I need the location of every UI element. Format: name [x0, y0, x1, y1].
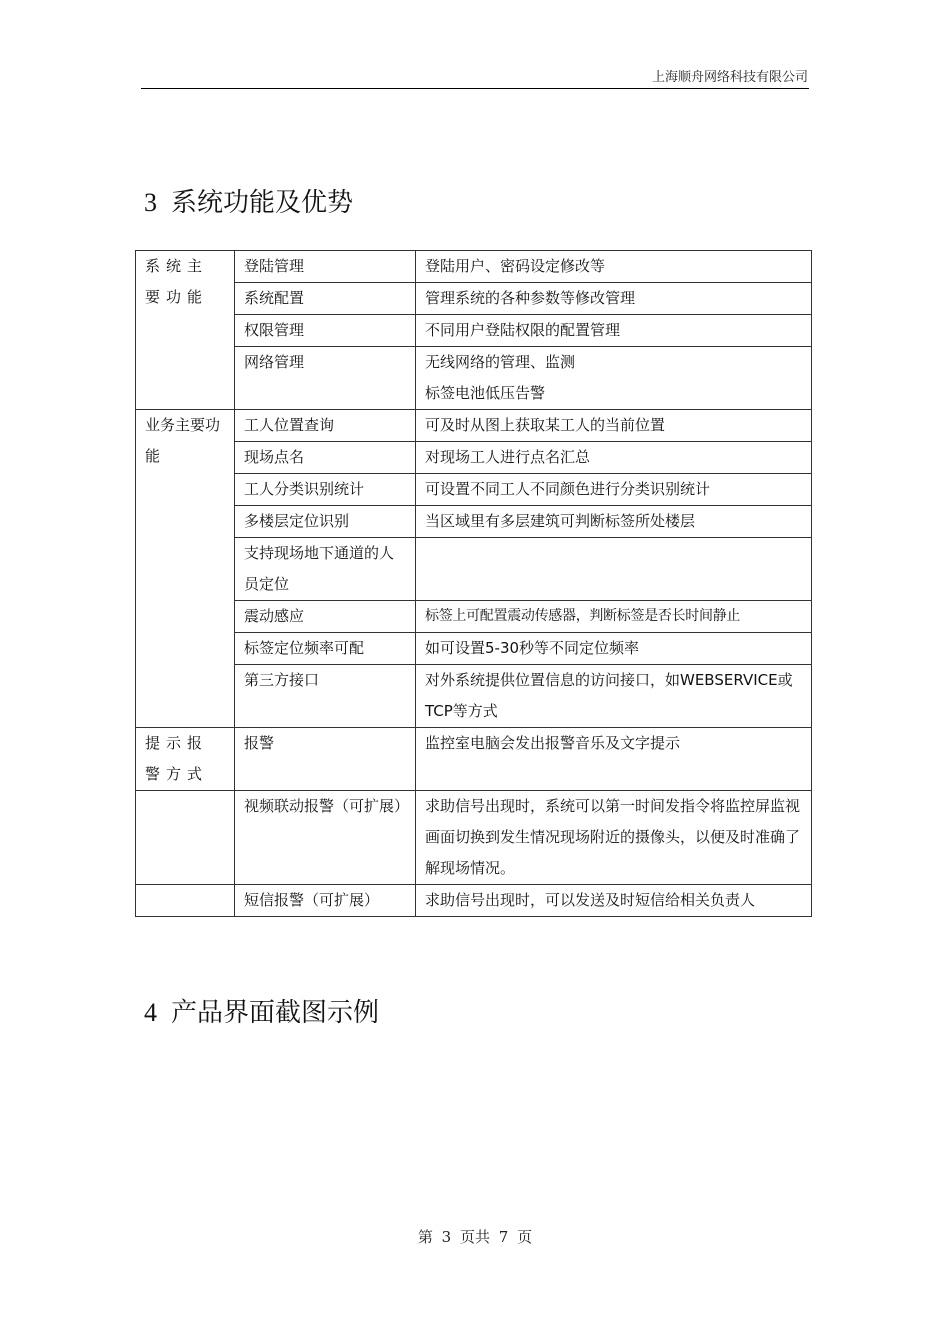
section-4-title: 产品界面截图示例: [171, 998, 380, 1028]
description-cell: [416, 538, 812, 601]
section-4-number: 4: [144, 998, 157, 1027]
feature-cell: 第三方接口: [235, 665, 416, 728]
description-cell: 不同用户登陆权限的配置管理: [416, 315, 812, 347]
description-line: 标签电池低压告警: [425, 384, 546, 402]
table-row: [136, 728, 812, 791]
description-cell: 对现场工人进行点名汇总: [416, 442, 812, 474]
function-table: [135, 250, 812, 917]
category-cell: 提示报警方式: [136, 728, 235, 791]
feature-cell: 视频联动报警（可扩展）: [235, 791, 416, 885]
section-3-title: 系统功能及优势: [171, 188, 354, 218]
header-divider: [141, 88, 809, 89]
section-3-number: 3: [144, 188, 157, 217]
feature-cell: 短信报警（可扩展）: [235, 885, 416, 917]
table-row: [136, 410, 812, 442]
table-row: [136, 283, 812, 315]
description-cell: 监控室电脑会发出报警音乐及文字提示: [416, 728, 812, 791]
table-row: [136, 791, 812, 885]
feature-cell: 报警: [235, 728, 416, 791]
feature-cell: 支持现场地下通道的人员定位: [235, 538, 416, 601]
table-row: [136, 347, 812, 410]
feature-cell: 登陆管理: [235, 251, 416, 283]
footer-prefix: 第: [417, 1228, 433, 1246]
table-row: [136, 601, 812, 633]
table-row: [136, 538, 812, 601]
description-cell: 登陆用户、密码设定修改等: [416, 251, 812, 283]
feature-cell: 权限管理: [235, 315, 416, 347]
description-cell: 求助信号出现时，可以发送及时短信给相关负责人: [416, 885, 812, 917]
description-cell: [416, 347, 812, 410]
feature-cell: 标签定位频率可配: [235, 633, 416, 665]
page-footer: [0, 1226, 950, 1247]
description-cell: 如可设置5-30秒等不同定位频率: [416, 633, 812, 665]
feature-cell: 网络管理: [235, 347, 416, 410]
description-cell: 标签上可配置震动传感器，判断标签是否长时间静止: [416, 601, 812, 633]
feature-cell: 多楼层定位识别: [235, 506, 416, 538]
description-cell: 对外系统提供位置信息的访问接口，如WEBSERVICE或TCP等方式: [416, 665, 812, 728]
section-3-heading: [144, 182, 353, 219]
description-cell: 可及时从图上获取某工人的当前位置: [416, 410, 812, 442]
description-cell: 当区域里有多层建筑可判断标签所处楼层: [416, 506, 812, 538]
table-row: [136, 442, 812, 474]
table-row: [136, 251, 812, 283]
feature-cell: 工人分类识别统计: [235, 474, 416, 506]
table-row: [136, 506, 812, 538]
description-cell: 求助信号出现时，系统可以第一时间发指令将监控屏监视画面切换到发生情况现场附近的摄像头，以便及时准确了解现场情况。: [416, 791, 812, 885]
description-cell: 可设置不同工人不同颜色进行分类识别统计: [416, 474, 812, 506]
category-cell: 业务主要功能: [136, 410, 235, 728]
feature-cell: 震动感应: [235, 601, 416, 633]
feature-cell: 系统配置: [235, 283, 416, 315]
table-row: [136, 474, 812, 506]
footer-suffix: 页: [517, 1228, 533, 1246]
section-4-heading: [144, 992, 379, 1029]
feature-cell: 工人位置查询: [235, 410, 416, 442]
category-cell: 系统主要功能: [136, 251, 235, 410]
description-cell: 管理系统的各种参数等修改管理: [416, 283, 812, 315]
category-cell: [136, 791, 235, 885]
footer-middle: 页共: [459, 1228, 490, 1246]
header-company-name: 上海顺舟网络科技有限公司: [651, 70, 808, 85]
table-row: [136, 885, 812, 917]
table-row: [136, 315, 812, 347]
feature-cell: 现场点名: [235, 442, 416, 474]
table-row: [136, 633, 812, 665]
category-cell: [136, 885, 235, 917]
description-line: 无线网络的管理、监测: [425, 353, 576, 371]
table-row: [136, 665, 812, 728]
footer-page-number: 3: [441, 1228, 452, 1246]
footer-total-pages: 7: [498, 1228, 509, 1246]
